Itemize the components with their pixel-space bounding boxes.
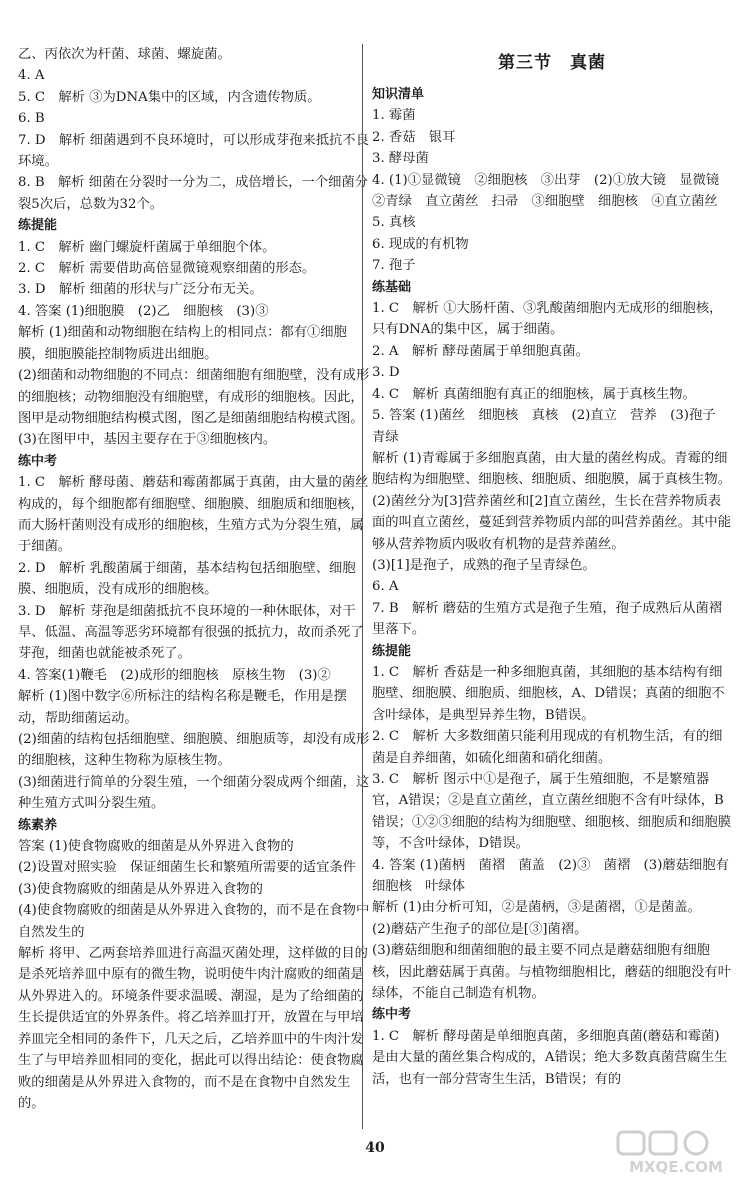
right-answer-line: 7. 孢子	[372, 258, 416, 274]
right-column-body	[372, 84, 732, 1090]
left-section-heading: 练提能	[18, 218, 58, 234]
right-answer-line: 4. C 解析 真菌细胞有真正的细胞核，属于真核生物。	[372, 386, 696, 402]
left-answer-line: 5. C 解析 ③为DNA集中的区域，内含遗传物质。	[18, 89, 321, 105]
left-answer-line: (2)设置对照实验 保证细菌生长和繁殖所需要的适宜条件	[18, 860, 356, 876]
section-title: 第三节 真菌	[498, 53, 606, 73]
right-answer-line: 2. 香菇 银耳	[372, 129, 456, 145]
right-answer-line: (3)蘑菇细胞和细菌细胞的最主要不同点是蘑菇细胞有细胞核，因此蘑菇属于真菌。与植物细胞相比，蘑菇的细胞没有叶绿体，不能自己制造有机物。	[372, 943, 732, 1002]
left-answer-line: 1. C 解析 幽门螺旋杆菌属于单细胞个体。	[18, 239, 276, 255]
watermark-logo	[614, 1128, 742, 1178]
left-answer-line: 乙、丙依次为杆菌、球菌、螺旋菌。	[18, 47, 231, 62]
left-answer-line: (2)细菌的结构包括细胞壁、细胞膜、细胞质等，却没有成形的细胞核，这种生物称为原核生物。	[18, 732, 370, 769]
right-answer-line: 3. C 解析 图示中①是孢子，属于生殖细胞，不是繁殖器官，A错误；②是直立菌丝，直立菌丝细胞不含有叶绿体，B错误；①②③细胞的结构为细胞壁、细胞核、细胞质和细胞膜等，不含叶绿体，D错误。	[372, 772, 732, 852]
right-answer-line: (2)蘑菇产生孢子的部位是[③]菌褶。	[372, 921, 588, 937]
left-answer-line: 6. B	[18, 111, 45, 127]
left-answer-line: 1. C 解析 酵母菌、蘑菇和霉菌都属于真菌，由大量的菌丝构成的，每个细胞都有细胞壁、细胞膜、细胞质和细胞核，而大肠杆菌则没有成形的细胞核，生殖方式为分裂生殖，属于细菌。	[18, 475, 369, 555]
right-section-heading: 练中考	[372, 1007, 412, 1023]
left-answer-line: 解析 (1)细菌和动物细胞在结构上的相同点：都有①细胞膜，细胞膜能控制物质进出细胞。	[18, 325, 347, 362]
left-answer-line: (3)在图甲中，基因主要存在于③细胞核内。	[18, 432, 277, 448]
right-answer-line: 5. 答案 (1)菌丝 细胞核 真核 (2)直立 营养 (3)孢子 青绿	[372, 408, 729, 445]
left-answer-line: (3)细菌进行简单的分裂生殖，一个细菌分裂成两个细菌，这种生殖方式叫分裂生殖。	[18, 774, 370, 812]
left-section-heading: 练素养	[18, 817, 58, 833]
right-answer-line: 解析 (1)由分析可知，②是菌柄，③是菌褶，①是菌盖。	[372, 900, 701, 916]
left-answer-line: 8. B 解析 细菌在分裂时一分为二，成倍增长，一个细菌分裂5次后，总数为32个。	[18, 175, 369, 212]
right-answer-line: (2)菌丝分为[3]营养菌丝和[2]直立菌丝，生长在营养物质表面的叫直立菌丝，蔓延到营养物质内部的叫营养菌丝。其中能够从营养物质内吸收有机物的是营养菌丝。	[372, 493, 732, 552]
left-column	[18, 44, 370, 1114]
right-answer-line: 6. A	[372, 579, 399, 595]
right-answer-line: 1. C 解析 香菇是一种多细胞真菌，其细胞的基本结构有细胞壁、细胞膜、细胞质、细胞核，A、D错误；真菌的细胞不含叶绿体，是典型异养生物，B错误。	[372, 664, 725, 723]
right-answer-line: 6. 现成的有机物	[372, 236, 469, 252]
left-answer-line: (2)细菌和动物细胞的不同点：细菌细胞有细胞壁，没有成形的细胞核；动物细胞没有细胞壁，有成形的细胞核。因此，图甲是动物细胞结构模式图，图乙是细菌细胞结构模式图。	[18, 368, 370, 426]
right-section-heading: 练提能	[372, 643, 412, 659]
right-answer-line: 1. 霉菌	[372, 108, 416, 124]
left-answer-line: (4)使食物腐败的细菌是从外界进入食物的，而不是在食物中自然发生的	[18, 903, 370, 940]
left-section-heading: 练中考	[18, 453, 58, 469]
left-answer-line: 答案 (1)使食物腐败的细菌是从外界进入食物的	[18, 839, 294, 855]
right-answer-line: 1. C 解析 ①大肠杆菌、③乳酸菌细胞内无成形的细胞核，只有DNA的集中区，属于细菌。	[372, 301, 723, 338]
right-answer-line: 2. C 解析 大多数细菌只能利用现成的有机物生活，有的细菌是自养细菌，如硫化细菌和硝化细菌。	[372, 729, 723, 766]
right-answer-line: 1. C 解析 酵母菌是单细胞真菌，多细胞真菌(蘑菇和霉菌)是由大量的菌丝集合构成的，A错误；绝大多数真菌营腐生生活，也有一部分营寄生生活，B错误；有的	[372, 1028, 728, 1087]
column-divider	[362, 44, 363, 1129]
left-answer-line: 4. 答案(1)鞭毛 (2)成形的细胞核 原核生物 (3)②	[18, 667, 331, 683]
right-answer-line: 3. 酵母菌	[372, 151, 429, 167]
right-answer-line: 3. D	[372, 365, 400, 381]
right-answer-line: 5. 真核	[372, 215, 416, 231]
left-answer-line: 7. D 解析 细菌遇到不良环境时，可以形成芽孢来抵抗不良环境。	[18, 132, 369, 170]
left-answer-line: 3. D 解析 芽孢是细菌抵抗不良环境的一种休眠体，对干旱、低温、高温等恶劣环境都有很强的抵抗力，故而杀死了芽孢，细菌也就能被杀死了。	[18, 603, 364, 662]
left-answer-line: 3. D 解析 细菌的形状与广泛分布无关。	[18, 282, 263, 298]
watermark-text: MXQE.COM	[629, 1158, 723, 1176]
left-answer-line: 解析 (1)图中数字⑥所标注的结构名称是鞭毛，作用是摆动，帮助细菌运动。	[18, 689, 347, 726]
right-answer-line: (3)[1]是孢子，成熟的孢子呈青绿色。	[372, 557, 596, 573]
right-answer-line: 4. 答案 (1)菌柄 菌褶 菌盖 (2)③ 菌褶 (3)蘑菇细胞有细胞核 叶绿体	[372, 857, 729, 895]
page-number: 40	[365, 1140, 385, 1156]
left-answer-line: (3)使食物腐败的细菌是从外界进入食物的	[18, 881, 263, 897]
right-section-heading: 练基础	[372, 279, 412, 295]
right-answer-line: 2. A 解析 酵母菌属于单细胞真菌。	[372, 343, 589, 359]
right-column	[372, 44, 732, 1090]
right-answer-line: 4. (1)①显微镜 ②细胞核 ③出芽 (2)①放大镜 显微镜 ②青绿 直立菌丝 扫帚 ③细胞壁 细胞核 ④直立菌丝	[372, 172, 733, 210]
right-answer-line: 解析 (1)青霉属于多细胞真菌，由大量的菌丝构成。青霉的细胞结构为细胞壁、细胞核、细胞质、细胞膜，属于真核生物。	[372, 450, 732, 488]
left-answer-line: 4. A	[18, 68, 45, 84]
left-answer-line: 解析 将甲、乙两套培养皿进行高温灭菌处理，这样做的目的是杀死培养皿中原有的微生物，说明使牛肉汁腐败的细菌是从外界进入的。环境条件要求温暖、潮湿，是为了给细菌的生长提供适宜的外界条件。将乙培养皿打开，放置在与甲培养皿完全相同的条件下，几天之后，乙培养皿中的牛肉汁发生了与甲培养皿相同的变化，据此可以得出结论：使食物腐败的细菌是从外界进入食物的，而不是在食物中自然发生的。	[18, 946, 368, 1111]
left-answer-line: 4. 答案 (1)细胞膜 (2)乙 细胞核 (3)③	[18, 303, 269, 319]
left-answer-line: 2. D 解析 乳酸菌属于细菌，基本结构包括细胞壁、细胞膜、细胞质，没有成形的细胞核。	[18, 560, 356, 598]
left-answer-line: 2. C 解析 需要借助高倍显微镜观察细菌的形态。	[18, 261, 316, 277]
right-section-heading: 知识清单	[372, 87, 425, 102]
right-answer-line: 7. B 解析 蘑菇的生殖方式是孢子生殖，孢子成熟后从菌褶里落下。	[372, 600, 723, 638]
